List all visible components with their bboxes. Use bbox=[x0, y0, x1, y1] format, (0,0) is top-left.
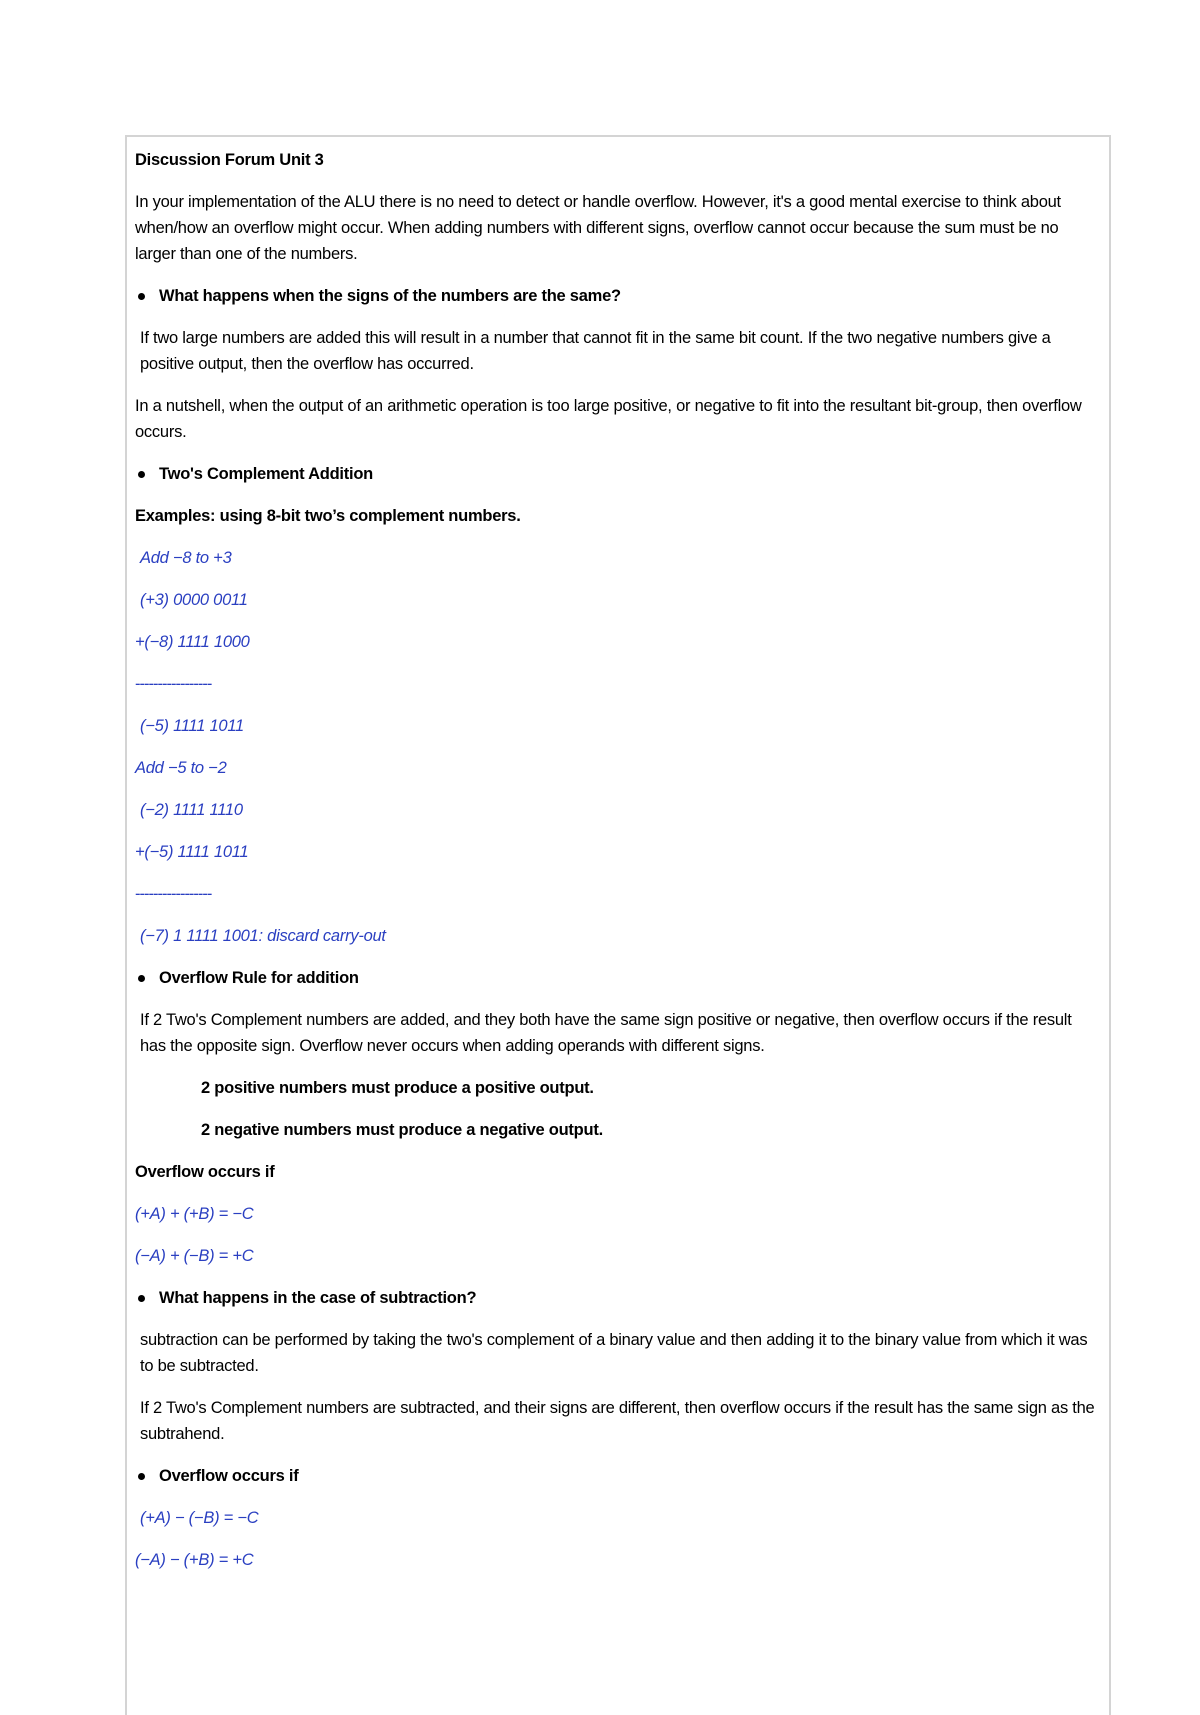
example1-title: Add −8 to +3 bbox=[140, 549, 232, 567]
forum-post bbox=[125, 135, 1111, 1715]
subtraction-paragraph-1: subtraction can be performed by taking the two's complement of a binary value and then adding it to the binary value from which it was to be subtracted. bbox=[140, 1331, 1088, 1375]
rule-negative: 2 negative numbers must produce a negative output. bbox=[201, 1121, 603, 1139]
overflow-occurs-label: Overflow occurs if bbox=[135, 1163, 275, 1181]
subtraction-formula-1: (+A) − (−B) = −C bbox=[140, 1509, 259, 1527]
rule-positive: 2 positive numbers must produce a positive output. bbox=[201, 1079, 594, 1097]
bullet-dot-icon bbox=[138, 471, 145, 478]
post-title: Discussion Forum Unit 3 bbox=[135, 151, 324, 169]
bullet-text: Two's Complement Addition bbox=[159, 465, 373, 483]
bullet-dot-icon bbox=[138, 975, 145, 982]
example1-line2: +(−8) 1111 1000 bbox=[135, 633, 250, 651]
example2-title: Add −5 to −2 bbox=[135, 759, 227, 777]
bullet-subtraction bbox=[135, 1285, 1101, 1311]
example2-result: (−7) 1 1111 1001: discard carry-out bbox=[140, 927, 386, 945]
bullet-signs-same bbox=[135, 283, 1101, 309]
bullet-dot-icon bbox=[138, 1473, 145, 1480]
bullet-overflow-rule bbox=[135, 965, 1101, 991]
bullet-dot-icon bbox=[138, 293, 145, 300]
example1-separator: ----------------- bbox=[135, 675, 212, 693]
occurs-formula-1: (+A) + (+B) = −C bbox=[135, 1205, 254, 1223]
bullet-text: What happens in the case of subtraction? bbox=[159, 1289, 477, 1307]
bullet-twos-complement bbox=[135, 461, 1101, 487]
example1-result: (−5) 1111 1011 bbox=[140, 717, 244, 735]
example1-line1: (+3) 0000 0011 bbox=[140, 591, 248, 609]
bullet-dot-icon bbox=[138, 1295, 145, 1302]
bullet-text: Overflow occurs if bbox=[159, 1467, 299, 1485]
bullet-text: Overflow Rule for addition bbox=[159, 969, 359, 987]
intro-paragraph: In your implementation of the ALU there is no need to detect or handle overflow. However, it's a good mental exercise to think about when/how an overflow might occur. When adding numbers with different signs, overflow cannot occur because the sum must be no larger than one of the numbers. bbox=[135, 193, 1061, 263]
occurs-formula-2: (−A) + (−B) = +C bbox=[135, 1247, 254, 1265]
bullet-text: What happens when the signs of the numbers are the same? bbox=[159, 287, 621, 305]
example2-line2: +(−5) 1111 1011 bbox=[135, 843, 249, 861]
subtraction-paragraph-2: If 2 Two's Complement numbers are subtracted, and their signs are different, then overflow occurs if the result has the same sign as the subtrahend. bbox=[140, 1399, 1095, 1443]
nutshell-paragraph: In a nutshell, when the output of an arithmetic operation is too large positive, or negative to fit into the resultant bit-group, then overflow occurs. bbox=[135, 397, 1082, 441]
example2-line1: (−2) 1111 1110 bbox=[140, 801, 243, 819]
rule-paragraph: If 2 Two's Complement numbers are added, and they both have the same sign positive or negative, then overflow occurs if the result has the opposite sign. Overflow never occurs when adding operands with different signs. bbox=[140, 1011, 1072, 1055]
bullet-overflow-occurs bbox=[135, 1463, 1101, 1489]
subtraction-formula-2: (−A) − (+B) = +C bbox=[135, 1551, 254, 1569]
example2-separator: ----------------- bbox=[135, 885, 212, 903]
answer-paragraph: If two large numbers are added this will result in a number that cannot fit in the same bit count. If the two negative numbers give a positive output, then the overflow has occurred. bbox=[140, 329, 1051, 373]
examples-label: Examples: using 8-bit two’s complement numbers. bbox=[135, 507, 521, 525]
